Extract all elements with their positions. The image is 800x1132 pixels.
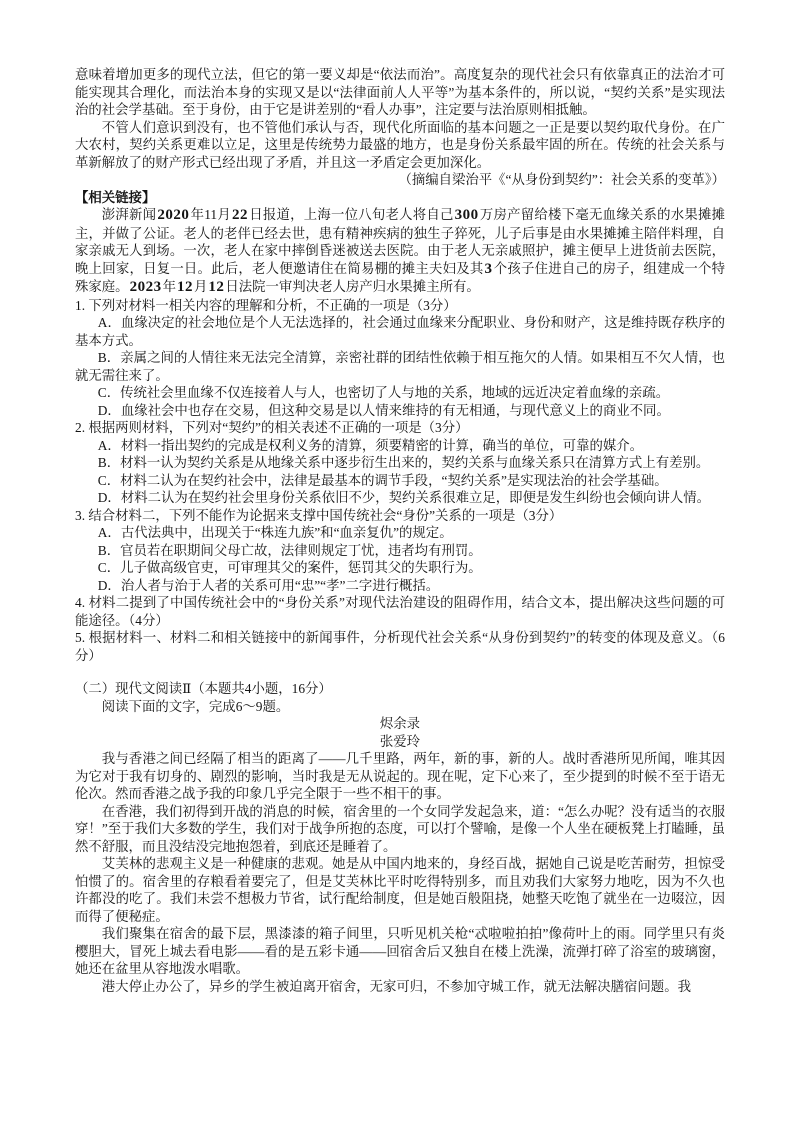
question-3 xyxy=(75,507,725,595)
news-count-number: 3 xyxy=(484,260,493,277)
material-paragraph: 不管人们意识到没有，也不管他们承认与否，现代化所面临的基本问题之一正是要以契约取代身份。在广大农村，契约关系更难以立足，这里是传统势力最盛的地方，也是身份关系最牢固的所在。传统的社会关系与革新解放了的财产形式已经出现了矛盾，并且这一矛盾定会更加深化。 xyxy=(75,119,725,170)
news-date-number: 12 xyxy=(176,279,193,295)
question-5 xyxy=(75,629,725,664)
news-text: 万房产留给楼下毫无血缘关系的水果摊摊主，并做了公证。老人的老伴已经去世，患有精神疾病的独生子猝死，儿子后事是由水果摊摊主陪伴料理，自家亲戚无人到场。一次，老人在家中摔倒昏迷被送去医院。由于老人无亲戚照护，摊主便早上进货前去医院，晚上回家，日复一日。此后，老人便邀请住在简易棚的摊主夫妇及其 xyxy=(75,207,726,276)
reading-instruction: 阅读下面的文字，完成6～9题。 xyxy=(101,698,290,714)
news-date-number: 2020 xyxy=(157,207,190,223)
news-text: 年 xyxy=(162,279,176,294)
news-text: 年11月 xyxy=(190,207,231,222)
question-1-option-a: A．血缘决定的社会地位是个人无法选择的，社会通过血缘来分配职业、身份和财产，这是维持既存秩序的基本方式。 xyxy=(75,315,725,348)
essay-paragraph-3: 艾芙林的悲观主义是一种健康的悲观。她是从中国内地来的，身经百战，据她自己说是吃苦耐劳，担惊受怕惯了的。宿舍里的存粮看着要完了，但是艾芙林比平时吃得特别多，而且劝我们大家努力地吃，因为不久也许都没的吃了。我们未尝不想极力节省，试行配给制度，但是她百般阻挠，她整天吃饱了就坐在一边啜泣，因而得了便秘症。 xyxy=(75,856,725,924)
essay-paragraph-5-truncated: 港大停止办公了，异乡的学生被迫离开宿舍，无家可归，不参加守城工作，就无法解决膳宿问题。我 xyxy=(101,978,691,994)
material-one-excerpt xyxy=(75,66,725,189)
question-1-option-d: D．血缘社会中也存在交易，但这种交易是以人情来维持的有无相通，与现代意义上的商业不同。 xyxy=(97,402,670,418)
question-3-stem: 3. 结合材料二，下列不能作为论据来支撑中国传统社会“身份”关系的一项是（3分） xyxy=(75,507,563,523)
question-4-stem: 4. 材料二提到了中国传统社会中的“身份关系”对现代法治建设的阻碍作用，结合文本，提出解决这些问题的可能途径。（4分） xyxy=(75,595,725,628)
news-text: 个孩子住进自己的房子，组建成一个特殊家庭。 xyxy=(75,260,726,294)
essay-paragraph-2: 在香港，我们初得到开战的消息的时候，宿舍里的一个女同学发起急来，道：“怎么办呢？没有适当的衣服穿！”至于我们大多数的学生，我们对于战争所抱的态度，可以打个譬喻，是像一个人坐在硬板凳上打瞌睡，虽然不舒服，而且没结没完地抱怨着，到底还是睡着了。 xyxy=(75,803,725,854)
question-2-stem: 2. 根据两则材料，下列对“契约”的相关表述不正确的一项是（3分） xyxy=(75,420,469,435)
source-attribution: （摘编自梁治平《“从身份到契约”：社会关系的变革》） xyxy=(398,172,725,187)
question-2-option-c: C．材料二认为在契约社会中，法律是最基本的调节手段，“契约关系”是实现法治的社会学基础。 xyxy=(97,472,668,488)
news-text: 澎湃新闻 xyxy=(101,207,157,222)
news-text: 月 xyxy=(193,279,208,294)
news-text: 日法院一审判决老人房产归水果摊主所有。 xyxy=(225,279,480,294)
related-link-section xyxy=(75,189,725,297)
question-3-option-c: C．儿子做高级官吏，可审理其父的案件，惩罚其父的失职行为。 xyxy=(97,560,482,575)
modern-text-reading-two xyxy=(75,680,725,995)
question-4 xyxy=(75,594,725,629)
section-two-heading: （二）现代文阅读Ⅱ（本题共4小题，16分） xyxy=(75,681,332,696)
news-paragraph xyxy=(75,206,725,297)
questions-1-to-5 xyxy=(75,297,725,665)
question-2-option-d: D．材料二认为在契约社会里身份关系依旧不少，契约关系很难立足，即便是发生纠纷也会倾向讲人情。 xyxy=(97,490,711,505)
question-5-stem: 5. 根据材料一、材料二和相关链接中的新闻事件，分析现代社会关系“从身份到契约”的转变的体现及意义。（6分） xyxy=(75,630,725,663)
essay-paragraph-1: 我与香港之间已经隔了相当的距离了——几千里路，两年，新的事，新的人。战时香港所见所闻，唯其因为它对于我有切身的、剧烈的影响，当时我是无从说起的。现在呢，定下心来了，至少提到的时候不至于语无伦次。然而香港之战予我的印象几乎完全限于一些不相干的事。 xyxy=(75,751,725,801)
material-paragraph-continuation: 意味着增加更多的现代立法，但它的第一要义却是“依法而治”。高度复杂的现代社会只有依靠真正的法治才可能实现其合理化，而法治本身的实现又是以“法律面前人人平等”为基本条件的，所以说，“契约关系”是实现法治的社会学基础。至于身份，由于它是讲差别的“看人办事”，注定要与法治原则相抵触。 xyxy=(75,67,725,117)
question-3-option-d: D．治人者与治于人者的关系可用“忠”“孝”二字进行概括。 xyxy=(97,577,440,593)
question-1-option-b: B．亲属之间的人情往来无法完全清算，亲密社群的团结性依赖于相互拖欠的人情。如果相互不欠人情，也就无需往来了。 xyxy=(75,350,725,383)
essay-paragraph-4: 我们聚集在宿舍的最下层，黑漆漆的箱子间里，只听见机关枪“忒啦啦拍拍”像荷叶上的雨。同学里只有炎樱胆大，冒死上城去看电影——看的是五彩卡通——回宿舍后又独自在楼上洗澡，流弹打碎了浴室的玻璃窗，她还在盆里从容地泼水唱歌。 xyxy=(75,926,725,976)
news-date-number: 12 xyxy=(208,279,225,295)
question-1-stem: 1. 下列对材料一相关内容的理解和分析，不正确的一项是（3分） xyxy=(75,297,457,313)
question-3-option-a: A．古代法典中，出现关于“株连九族”和“血亲复仇”的规定。 xyxy=(97,525,453,540)
news-amount-number: 300 xyxy=(454,207,479,223)
news-date-number: 2023 xyxy=(129,279,162,295)
news-date-number: 22 xyxy=(231,207,248,223)
essay-author: 张爱玲 xyxy=(379,733,421,749)
question-2-option-b: B．材料一认为契约关系是从地缘关系中逐步衍生出来的，契约关系与血缘关系只在清算方式上有差别。 xyxy=(97,455,710,470)
question-1-option-c: C．传统社会里血缘不仅连接着人与人，也密切了人与地的关系，地域的远近决定着血缘的亲疏。 xyxy=(97,385,670,400)
related-link-heading: 【相关链接】 xyxy=(75,189,156,205)
essay-title: 烬余录 xyxy=(379,716,421,731)
question-2 xyxy=(75,419,725,507)
question-1 xyxy=(75,297,725,420)
news-text: 日报道，上海一位八旬老人将自己 xyxy=(248,207,454,222)
question-2-option-a: A．材料一指出契约的完成是权利义务的清算，须要精密的计算，确当的单位，可靠的媒介。 xyxy=(97,437,644,453)
question-3-option-b: B．官员若在职期间父母亡故，法律则规定丁忧，违者均有刑罚。 xyxy=(97,542,482,558)
